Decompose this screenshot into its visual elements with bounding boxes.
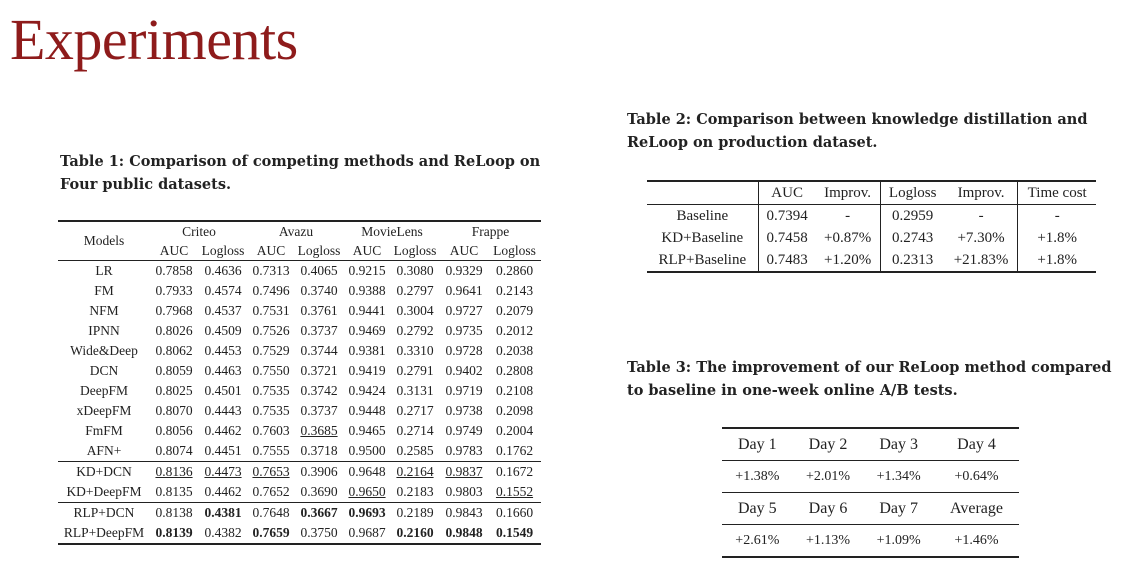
metric-value: 0.4462 <box>204 423 242 438</box>
models-header: Models <box>58 221 150 261</box>
metric-value: 0.2585 <box>396 443 434 458</box>
row-label: KD+Baseline <box>647 227 758 249</box>
table1-header-datasets <box>58 221 541 241</box>
table2-cell: 0.2313 <box>880 249 945 272</box>
improvement-value: +1.46% <box>934 525 1019 558</box>
table-row <box>722 493 1019 525</box>
metric-value: 0.2860 <box>495 263 534 278</box>
metric-value: 0.4443 <box>204 403 242 418</box>
improvement-value: +1.38% <box>722 461 793 493</box>
improvement-value: +1.13% <box>793 525 864 558</box>
model-name: FmFM <box>85 423 123 438</box>
table2-cell: +1.8% <box>1018 249 1096 272</box>
table-row <box>58 401 541 421</box>
metric-value: 0.4382 <box>198 523 248 544</box>
row-label: RLP+Baseline <box>647 249 758 272</box>
table-row <box>58 301 541 321</box>
metric-header: Logloss <box>390 241 440 261</box>
metric-value: 0.7653 <box>248 462 294 483</box>
table2-col-header: Improv. <box>945 181 1018 205</box>
metric-value: 0.2038 <box>495 343 534 358</box>
model-name: RLP+DeepFM <box>58 523 150 544</box>
metric-value: 0.4065 <box>300 263 338 278</box>
table2-caption: Table 2: Comparison between knowledge distillation and ReLoop on production dataset. <box>627 111 1088 151</box>
metric-value: 0.7496 <box>252 283 290 298</box>
metric-value: 0.4453 <box>204 343 242 358</box>
table2-cell: 0.2743 <box>892 229 934 246</box>
metric-value: 0.3310 <box>396 343 434 358</box>
day-label: Day 5 <box>722 493 793 525</box>
metric-value: 0.2098 <box>495 403 534 418</box>
table-row <box>58 503 541 524</box>
metric-value: 0.8139 <box>150 523 198 544</box>
metric-value: 0.9215 <box>348 263 386 278</box>
metric-value: 0.1549 <box>488 523 541 544</box>
table2-cell: +0.87% <box>816 227 880 249</box>
metric-value: 0.4473 <box>198 462 248 483</box>
metric-value: 0.2160 <box>390 523 440 544</box>
metric-value: 0.9469 <box>348 323 386 338</box>
metric-value: 0.2079 <box>495 303 534 318</box>
metric-value: 0.3744 <box>300 343 338 358</box>
table1-caption: Table 1: Comparison of competing methods and ReLoop on Four public datasets. <box>60 153 541 193</box>
metric-value: 0.3742 <box>300 383 338 398</box>
metric-header: AUC <box>248 241 294 261</box>
dataset-header: Criteo <box>150 221 248 241</box>
table-row <box>722 428 1019 461</box>
table-row <box>722 525 1019 558</box>
improvement-value: +1.34% <box>863 461 934 493</box>
model-name: RLP+DCN <box>58 503 150 524</box>
metric-value: 0.2108 <box>495 383 534 398</box>
metric-value: 0.8059 <box>155 363 193 378</box>
metric-value: 0.4574 <box>204 283 242 298</box>
model-name: Wide&Deep <box>70 343 138 358</box>
metric-value: 0.2183 <box>396 484 434 499</box>
table2-cell: 0.7394 <box>766 207 808 224</box>
metric-value: 0.8136 <box>150 462 198 483</box>
metric-value: 0.9448 <box>348 403 386 418</box>
metric-value: 0.9441 <box>348 303 386 318</box>
metric-value: 0.7933 <box>155 283 193 298</box>
metric-value: 0.4537 <box>204 303 242 318</box>
metric-value: 0.8026 <box>155 323 193 338</box>
table-row <box>647 227 1096 249</box>
metric-value: 0.3718 <box>300 443 338 458</box>
table-row <box>58 261 541 282</box>
day-label: Day 6 <box>793 493 864 525</box>
metric-value: 0.9650 <box>348 484 386 499</box>
model-name: IPNN <box>88 323 120 338</box>
metric-value: 0.2792 <box>396 323 434 338</box>
improvement-value: +1.09% <box>863 525 934 558</box>
model-name: LR <box>95 263 113 278</box>
metric-value: 0.2797 <box>396 283 434 298</box>
metric-value: 0.1672 <box>488 462 541 483</box>
metric-value: 0.9424 <box>348 383 386 398</box>
metric-value: 0.1552 <box>495 484 534 499</box>
metric-header: AUC <box>150 241 198 261</box>
metric-value: 0.7526 <box>252 323 290 338</box>
metric-value: 0.7659 <box>248 523 294 544</box>
metric-value: 0.2791 <box>396 363 434 378</box>
metric-value: 0.9402 <box>445 363 483 378</box>
metric-value: 0.9381 <box>348 343 386 358</box>
metric-value: 0.4381 <box>198 503 248 524</box>
table2-cell: - <box>1054 207 1060 224</box>
improvement-value: +0.64% <box>934 461 1019 493</box>
metric-value: 0.7858 <box>155 263 193 278</box>
model-name: AFN+ <box>86 443 122 458</box>
metric-value: 0.4636 <box>204 263 242 278</box>
table-row <box>58 523 541 544</box>
metric-value: 0.9783 <box>445 443 483 458</box>
metric-value: 0.3667 <box>294 503 344 524</box>
day-label: Day 4 <box>934 428 1019 461</box>
metric-value: 0.2189 <box>390 503 440 524</box>
dataset-header: Avazu <box>248 221 344 241</box>
metric-value: 0.3737 <box>300 323 338 338</box>
table2-col-header: Time cost <box>1018 181 1096 205</box>
metric-value: 0.3737 <box>300 403 338 418</box>
metric-value: 0.7535 <box>252 383 290 398</box>
table-row <box>58 321 541 341</box>
day-label: Day 3 <box>863 428 934 461</box>
model-name: KD+DeepFM <box>66 484 142 499</box>
metric-value: 0.7529 <box>252 343 290 358</box>
slide-title: Experiments <box>10 7 298 72</box>
metric-value: 0.2717 <box>396 403 434 418</box>
table2-cell: +21.83% <box>945 249 1018 272</box>
metric-value: 0.7531 <box>252 303 290 318</box>
dataset-header: MovieLens <box>344 221 440 241</box>
table2-col-header: Improv. <box>816 181 880 205</box>
table2-col-header <box>647 181 758 205</box>
model-name: FM <box>94 283 114 298</box>
metric-value: 0.9803 <box>445 484 483 499</box>
metric-value: 0.1762 <box>495 443 534 458</box>
model-name: DCN <box>89 363 119 378</box>
metric-value: 0.2164 <box>390 462 440 483</box>
metric-value: 0.7555 <box>252 443 290 458</box>
metric-value: 0.7603 <box>252 423 290 438</box>
metric-value: 0.9735 <box>445 323 483 338</box>
metric-value: 0.8135 <box>155 484 193 499</box>
table2-cell: 0.7458 <box>766 229 808 246</box>
table2-col-header: Logloss <box>880 181 945 205</box>
metric-value: 0.8138 <box>150 503 198 524</box>
table2-col-header: AUC <box>758 181 816 205</box>
table-row <box>58 381 541 401</box>
table-row <box>722 461 1019 493</box>
metric-value: 0.4451 <box>204 443 242 458</box>
metric-value: 0.4462 <box>204 484 242 499</box>
metric-value: 0.3080 <box>396 263 434 278</box>
metric-value: 0.7535 <box>252 403 290 418</box>
table2-cell: - <box>945 205 1018 228</box>
day-label: Day 7 <box>863 493 934 525</box>
model-name: DeepFM <box>80 383 128 398</box>
metric-value: 0.9843 <box>440 503 488 524</box>
metric-value: 0.3004 <box>396 303 434 318</box>
metric-value: 0.7652 <box>252 484 290 499</box>
metric-header: AUC <box>440 241 488 261</box>
metric-value: 0.2714 <box>396 423 434 438</box>
metric-value: 0.3906 <box>294 462 344 483</box>
table-row <box>647 205 1096 228</box>
metric-value: 0.7968 <box>155 303 193 318</box>
metric-value: 0.3750 <box>294 523 344 544</box>
metric-value: 0.9419 <box>348 363 386 378</box>
metric-value: 0.8025 <box>155 383 193 398</box>
metric-value: 0.9648 <box>344 462 390 483</box>
metric-value: 0.7648 <box>248 503 294 524</box>
day-label: Day 1 <box>722 428 793 461</box>
metric-header: Logloss <box>198 241 248 261</box>
metric-value: 0.2143 <box>495 283 534 298</box>
metric-value: 0.9465 <box>348 423 386 438</box>
model-name: NFM <box>89 303 119 318</box>
metric-value: 0.3685 <box>300 423 338 438</box>
table2-cell: - <box>816 205 880 228</box>
metric-value: 0.3131 <box>396 383 434 398</box>
table-row <box>58 441 541 462</box>
metric-value: 0.8070 <box>155 403 193 418</box>
table2-cell: +7.30% <box>945 227 1018 249</box>
table2-cell: 0.2959 <box>892 207 934 224</box>
table2-cell: +1.8% <box>1037 229 1078 246</box>
table2 <box>647 180 1096 273</box>
metric-value: 0.7550 <box>252 363 290 378</box>
table2-cell: +1.20% <box>816 249 880 272</box>
table-row <box>58 421 541 441</box>
metric-value: 0.2012 <box>495 323 534 338</box>
table2-header <box>647 181 1096 205</box>
metric-value: 0.4509 <box>204 323 242 338</box>
metric-value: 0.9719 <box>445 383 483 398</box>
metric-value: 0.9728 <box>445 343 483 358</box>
table2-cell: 0.7483 <box>758 249 816 272</box>
metric-value: 0.9837 <box>440 462 488 483</box>
metric-value: 0.7313 <box>252 263 290 278</box>
metric-header: Logloss <box>488 241 541 261</box>
metric-value: 0.9749 <box>445 423 483 438</box>
metric-value: 0.9738 <box>445 403 483 418</box>
day-label: Average <box>934 493 1019 525</box>
metric-value: 0.2808 <box>495 363 534 378</box>
metric-value: 0.4463 <box>204 363 242 378</box>
table-row <box>58 341 541 361</box>
metric-value: 0.2004 <box>495 423 534 438</box>
model-name: xDeepFM <box>76 403 132 418</box>
day-label: Day 2 <box>793 428 864 461</box>
model-name: KD+DCN <box>58 462 150 483</box>
metric-header: AUC <box>344 241 390 261</box>
metric-value: 0.3721 <box>300 363 338 378</box>
table-row <box>647 249 1096 272</box>
table-row <box>58 361 541 381</box>
metric-value: 0.9329 <box>445 263 483 278</box>
metric-value: 0.9687 <box>344 523 390 544</box>
dataset-header: Frappe <box>440 221 541 241</box>
metric-value: 0.9727 <box>445 303 483 318</box>
metric-value: 0.4501 <box>204 383 242 398</box>
metric-value: 0.3761 <box>300 303 338 318</box>
table-row <box>58 482 541 503</box>
improvement-value: +2.01% <box>793 461 864 493</box>
table3-caption: Table 3: The improvement of our ReLoop method compared to baseline in one-week online A/B tests. <box>627 359 1112 399</box>
metric-header: Logloss <box>294 241 344 261</box>
metric-value: 0.8074 <box>155 443 193 458</box>
metric-value: 0.9848 <box>440 523 488 544</box>
metric-value: 0.9500 <box>348 443 386 458</box>
table3 <box>722 427 1019 558</box>
metric-value: 0.3690 <box>300 484 338 499</box>
metric-value: 0.1660 <box>488 503 541 524</box>
metric-value: 0.3740 <box>300 283 338 298</box>
table-row <box>58 281 541 301</box>
table1 <box>58 220 541 545</box>
improvement-value: +2.61% <box>722 525 793 558</box>
row-label: Baseline <box>647 205 758 228</box>
metric-value: 0.9693 <box>344 503 390 524</box>
table-row <box>58 462 541 483</box>
metric-value: 0.8056 <box>155 423 193 438</box>
metric-value: 0.9641 <box>445 283 483 298</box>
metric-value: 0.8062 <box>155 343 193 358</box>
metric-value: 0.9388 <box>348 283 386 298</box>
